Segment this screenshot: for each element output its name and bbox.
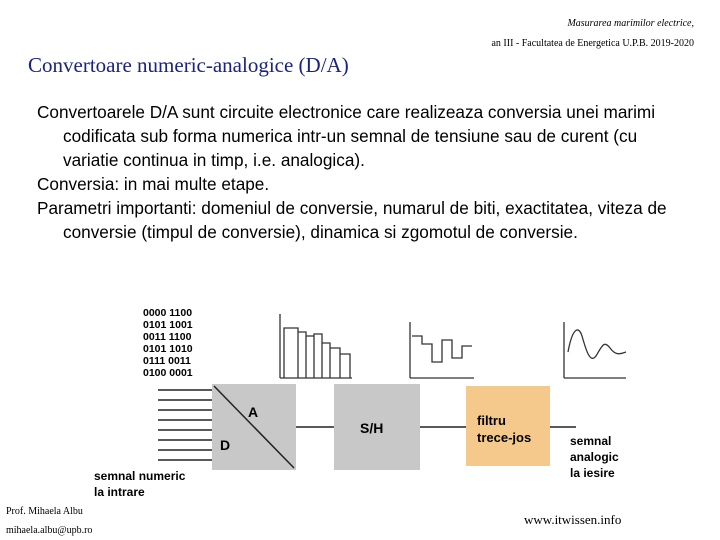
course-subtitle: an III - Facultatea de Energetica U.P.B. 2019-2020 [491,38,694,49]
input-bus-lines [158,390,212,460]
paragraph-definition: Convertoarele D/A sunt circuite electronice care realizeaza conversia unei marimi codificata sub forma numerica intr-un semnal de tensiune sau de curent (cu variatie continua in timp, i.e. analogica). [37,102,656,170]
bit-code: 0101 1001 [143,319,193,331]
output-label-line3: la iesire [570,466,615,480]
bit-codes [143,307,193,379]
footer-author: Prof. Mihaela Albu [6,506,83,517]
input-label-line2: la intrare [94,485,145,499]
bit-code: 0011 1100 [143,331,192,343]
waveform-staircase [280,314,352,378]
da-block-label-a: A [248,404,259,420]
course-title: Masurarea marimilor electrice, [567,18,694,29]
da-block-label-d: D [220,437,231,453]
paragraph-parameters: Parametri importanti: domeniul de conversie, numarul de biti, exactitatea, viteza de conversie (timpul de conversie), dinamica si zgomotul de conversie. [37,198,667,242]
bit-code: 0000 1100 [143,307,193,319]
output-label-line1: semnal [570,434,612,448]
slide-title: Convertoare numeric-analogice (D/A) [28,53,349,77]
bit-code: 0100 0001 [143,367,193,379]
waveform-sample-hold [410,322,474,378]
output-label-line2: analogic [570,450,619,464]
filter-label-line2: trece-jos [477,430,532,445]
paragraph-stages: Conversia: in mai multe etape. [37,174,270,194]
footer-email: mihaela.albu@upb.ro [6,525,93,536]
source-site: www.itwissen.info [524,512,622,527]
bit-code: 0101 1010 [143,343,193,355]
sh-block-label: S/H [360,420,384,436]
waveform-analog [564,322,626,378]
bit-code: 0111 0011 [143,355,191,367]
input-label-line1: semnal numeric [94,469,186,483]
filter-label-line1: filtru [477,413,506,428]
